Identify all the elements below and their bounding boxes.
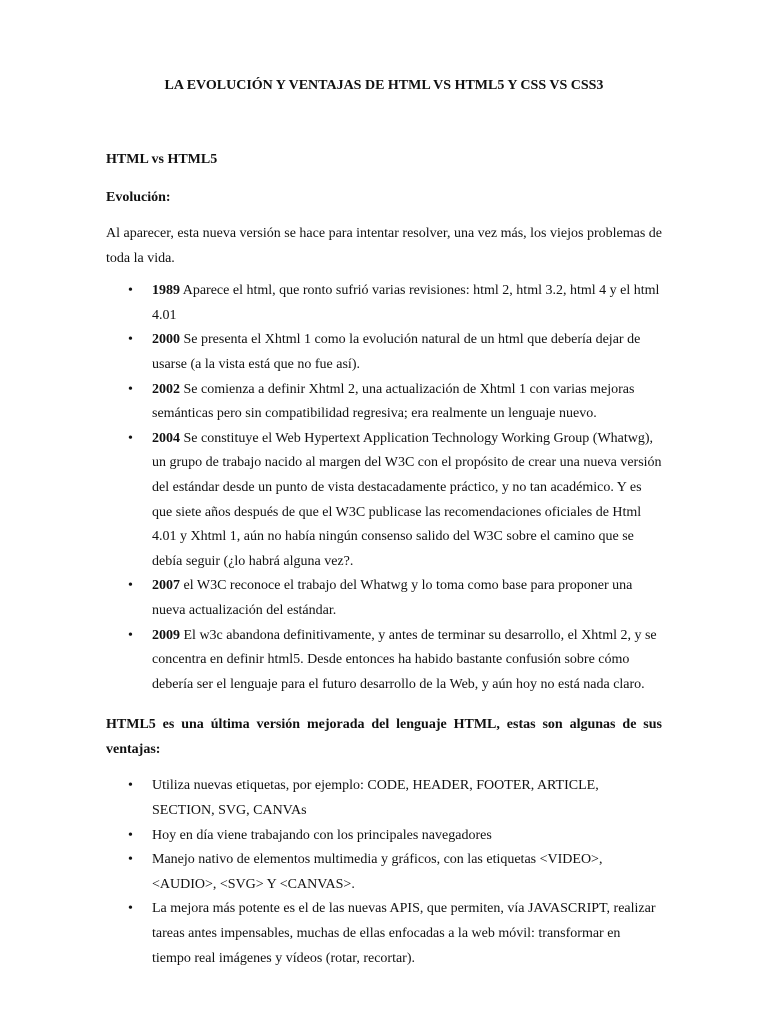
intro-paragraph: Al aparecer, esta nueva versión se hace para intentar resolver, una vez más, los viejos problemas de toda la vida. xyxy=(106,226,662,266)
advantage-text: Hoy en día viene trabajando con los principales navegadores xyxy=(152,827,492,843)
evolution-subheading: Evolución: xyxy=(106,190,171,205)
bullet-icon: • xyxy=(128,901,133,917)
bullet-icon: • xyxy=(128,283,133,299)
bullet-icon: • xyxy=(128,381,133,397)
timeline-list xyxy=(106,279,662,697)
advantage-text: Utiliza nuevas etiquetas, por ejemplo: CODE, HEADER, FOOTER, ARTICLE, SECTION, SVG, CANVAs xyxy=(152,778,599,819)
bullet-icon: • xyxy=(128,827,133,843)
timeline-year: 2004 xyxy=(152,430,180,446)
timeline-item xyxy=(106,378,662,427)
timeline-text: Se constituye el Web Hypertext Application Technology Working Group (Whatwg), un grupo de trabajo nacido al margen del W3C con el propósito de crear una nueva versión del estándar desde un punto de vista destacadamente práctico, y no tan académico. Y es que siete años después de que el W3C publicase las recomendaciones oficiales de Html 4.01 y Xhtml 1, aún no había ningún consenso salido del W3C sobre el camino que se debía seguir (¿lo habrá alguna vez?. xyxy=(152,430,662,569)
advantage-item xyxy=(106,897,662,971)
document-title: LA EVOLUCIÓN Y VENTAJAS DE HTML VS HTML5 Y CSS VS CSS3 xyxy=(164,78,604,93)
advantage-item xyxy=(106,848,662,897)
timeline-year: 2002 xyxy=(152,381,180,397)
timeline-item xyxy=(106,624,662,698)
timeline-text: El w3c abandona definitivamente, y antes de terminar su desarrollo, el Xhtml 2, y se concentra en definir html5. Desde entonces ha habido bastante confusión sobre cómo debería ser el lenguaje para el futuro desarrollo de la Web, y aún hoy no está nada claro. xyxy=(152,627,657,692)
timeline-text: Aparece el html, que ronto sufrió varias revisiones: html 2, html 3.2, html 4 y el html 4.01 xyxy=(152,283,660,323)
timeline-text: Se presenta el Xhtml 1 como la evolución natural de un html que debería dejar de usarse (a la vista está que no fue así). xyxy=(152,332,641,372)
bullet-icon: • xyxy=(128,627,133,643)
timeline-item xyxy=(106,279,662,328)
advantage-text: La mejora más potente es el de las nuevas APIS, que permiten, vía JAVASCRIPT, realizar tareas antes impensables, muchas de ellas enfocadas a la web móvil: transformar en tiempo real imágenes y vídeos (rotar, recortar). xyxy=(152,901,656,966)
bullet-icon: • xyxy=(128,332,133,348)
timeline-item xyxy=(106,574,662,623)
timeline-text: Se comienza a definir Xhtml 2, una actualización de Xhtml 1 con varias mejoras semánticas pero sin compatibilidad regresiva; era realmente un lenguaje nuevo. xyxy=(152,381,635,422)
timeline-text: el W3C reconoce el trabajo del Whatwg y lo toma como base para proponer una nueva actualización del estándar. xyxy=(152,578,633,618)
advantages-list xyxy=(106,774,662,971)
timeline-item xyxy=(106,328,662,377)
timeline-item xyxy=(106,427,662,575)
section-heading: HTML vs HTML5 xyxy=(106,152,218,167)
timeline-year: 2000 xyxy=(152,332,180,348)
timeline-year: 2007 xyxy=(152,578,180,594)
timeline-year: 1989 xyxy=(152,283,180,299)
advantage-text: Manejo nativo de elementos multimedia y gráficos, con las etiquetas <VIDEO>, <AUDIO>, <SVG> Y <CANVAS>. xyxy=(152,852,603,892)
bullet-icon: • xyxy=(128,578,133,594)
advantage-item xyxy=(106,824,662,849)
bullet-icon: • xyxy=(128,852,133,868)
bullet-icon: • xyxy=(128,778,133,794)
advantage-item xyxy=(106,774,662,823)
bullet-icon: • xyxy=(128,430,133,446)
timeline-year: 2009 xyxy=(152,627,180,643)
advantages-heading: HTML5 es una última versión mejorada del lenguaje HTML, estas son algunas de sus ventajas: xyxy=(106,717,662,757)
